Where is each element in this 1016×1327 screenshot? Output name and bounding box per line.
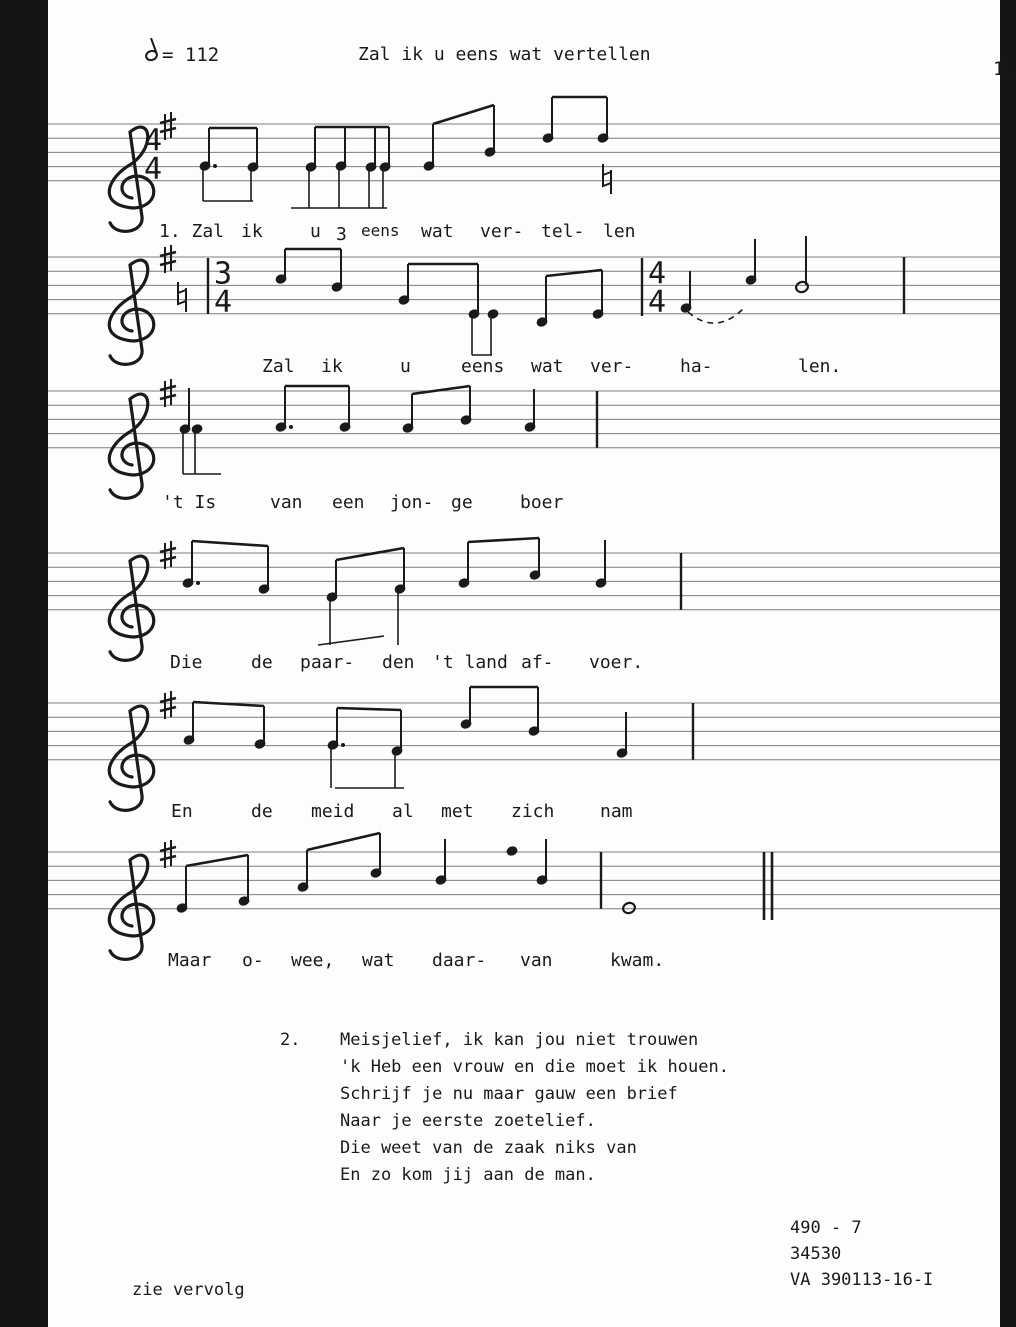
note-icon [459, 386, 472, 426]
tempo-marking: = 112 [145, 44, 219, 66]
lyric-syllable: En [171, 801, 193, 822]
note-icon [523, 389, 536, 433]
note-icon [615, 712, 628, 759]
lyric-syllable: van [520, 950, 553, 971]
staff [48, 257, 1000, 314]
catalog-code: VA 390113-16-I [790, 1270, 934, 1290]
lyric-syllable: kwam. [610, 950, 665, 971]
lyric-syllable: u [400, 356, 411, 377]
lyric-syllable: de [251, 652, 273, 673]
note-icon [198, 128, 217, 201]
lyric-syllable: een [332, 492, 365, 513]
beam [337, 708, 401, 710]
note-icon [467, 264, 480, 355]
note-icon [378, 127, 391, 208]
note-icon [486, 308, 499, 355]
sharp-icon [160, 840, 176, 868]
time-signature-top: 3 [214, 256, 233, 292]
note-head [486, 308, 499, 320]
note-dot [341, 743, 345, 747]
beam [192, 541, 268, 546]
time-signature [144, 123, 162, 186]
page-number: 1. [993, 58, 1016, 80]
note-icon [622, 901, 637, 915]
catalog-code: 34530 [790, 1244, 842, 1264]
treble-clef-icon [109, 260, 154, 364]
staff [48, 852, 1000, 909]
note-dot [196, 581, 200, 585]
note-icon [274, 386, 293, 433]
triplet-mark: 3 [336, 224, 347, 245]
note-icon [181, 541, 200, 589]
lyric-syllable: voer. [589, 652, 644, 673]
lyric-syllable: ver- [590, 356, 634, 377]
note-icon [535, 839, 548, 886]
time-signature-bottom: 4 [648, 284, 667, 320]
natural-icon [603, 164, 611, 194]
verse-line: En zo kom jij aan de man. [340, 1165, 596, 1185]
time-signature-bottom: 4 [144, 151, 163, 187]
beam [412, 386, 470, 394]
time-signature [648, 256, 666, 319]
note-icon [369, 833, 382, 879]
lyric-syllable: wat [531, 356, 564, 377]
lyric-syllable: len [603, 221, 636, 242]
note-icon [246, 128, 259, 201]
sharp-icon [160, 245, 176, 273]
lyric-syllable: 't Is [162, 492, 217, 513]
note-icon [505, 845, 518, 857]
note-icon [483, 105, 496, 158]
lyric-syllable: Zal [262, 356, 295, 377]
note-icon [527, 687, 540, 737]
natural-icon [178, 282, 186, 312]
note-head [505, 845, 518, 857]
beam [433, 105, 494, 124]
note-icon [253, 706, 266, 750]
time-signature-top: 4 [648, 256, 667, 292]
note-icon [190, 423, 203, 474]
note-icon [679, 271, 692, 314]
beam [468, 538, 539, 542]
lyric-syllable: ha- [680, 356, 713, 377]
note-icon [591, 270, 604, 320]
time-signature [214, 256, 232, 319]
note-icon [334, 127, 347, 208]
note-icon [422, 124, 435, 172]
sharp-icon [160, 691, 176, 719]
note-icon [459, 687, 472, 730]
note-icon [528, 538, 541, 581]
note-icon [237, 855, 250, 907]
treble-clef-icon [109, 556, 154, 660]
note-icon [393, 548, 406, 645]
lyric-syllable: de [251, 801, 273, 822]
note-icon [182, 702, 195, 746]
lyric-syllable: boer [520, 492, 564, 513]
note-icon [541, 97, 554, 144]
lyric-syllable: van [270, 492, 303, 513]
note-icon [390, 710, 403, 788]
note-icon [594, 540, 607, 589]
lyric-syllable: daar- [432, 950, 487, 971]
lyric-syllable: den [382, 652, 415, 673]
verse-line: Schrijf je nu maar gauw een brief [340, 1084, 678, 1104]
lyric-syllable: met [441, 801, 474, 822]
note-icon [596, 97, 609, 144]
staff [48, 391, 1000, 448]
continuation-note: zie vervolg [132, 1280, 245, 1300]
note-icon [338, 386, 351, 433]
lyric-syllable: eens [461, 356, 505, 377]
lyric-syllable: len. [798, 356, 842, 377]
note-icon [304, 127, 317, 208]
note-icon [175, 866, 188, 914]
lyric-syllable: wee, [291, 950, 335, 971]
lyric-syllable: tel- [541, 221, 585, 242]
lyric-syllable: nam [600, 801, 633, 822]
lyric-syllable: 't land [432, 652, 508, 673]
lyric-syllable: o- [242, 950, 264, 971]
note-icon [274, 249, 287, 285]
note-icon [296, 850, 309, 893]
verse-number: 2. [280, 1030, 301, 1050]
lyric-syllable: wat [421, 221, 454, 242]
beam [307, 833, 380, 850]
lyric-syllable: ge [451, 492, 473, 513]
treble-clef-icon [109, 706, 154, 810]
time-signature-top: 4 [144, 123, 163, 159]
verse-line: 'k Heb een vrouw en die moet ik houen. [340, 1057, 729, 1077]
note-icon [325, 560, 338, 645]
lyric-syllable: Maar [168, 950, 212, 971]
staff [48, 124, 1000, 181]
beam [336, 548, 404, 560]
note-icon [744, 239, 757, 286]
note-icon [364, 127, 377, 208]
sharp-icon [160, 379, 176, 407]
sharp-icon [160, 541, 176, 569]
lyric-syllable: Die [170, 652, 203, 673]
lyric-syllable: jon- [390, 492, 434, 513]
lyric-syllable: ver- [480, 221, 524, 242]
lyric-syllable: wat [362, 950, 395, 971]
staff [48, 703, 1000, 760]
sharp-icon [160, 112, 176, 140]
beam [186, 855, 248, 866]
lyric-syllable: zich [511, 801, 555, 822]
note-icon [178, 388, 191, 474]
note-icon [434, 839, 447, 886]
lyric-syllable: meid [311, 801, 355, 822]
verse-line: Meisjelief, ik kan jou niet trouwen [340, 1030, 699, 1050]
lyric-syllable: 1. Zal [159, 221, 225, 242]
note-dot [213, 164, 217, 168]
treble-clef-icon [109, 855, 154, 959]
verse-line: Naar je eerste zoetelief. [340, 1111, 596, 1131]
music-sheet [48, 0, 1016, 1327]
note-icon [401, 394, 414, 434]
note-icon [457, 542, 470, 589]
song-title: Zal ik u eens wat vertellen [358, 44, 651, 65]
tie [688, 308, 744, 323]
lyric-syllable: ik [241, 221, 263, 242]
lyric-syllable: ik [321, 356, 343, 377]
note-head [795, 280, 810, 294]
lyric-syllable: u [310, 221, 321, 242]
beam [318, 636, 384, 645]
note-icon [326, 708, 345, 788]
note-dot [289, 425, 293, 429]
lyric-syllable: af- [521, 652, 554, 673]
catalog-code: 490 - 7 [790, 1218, 862, 1238]
lyric-syllable: eens [361, 221, 400, 240]
time-signature-bottom: 4 [214, 284, 233, 320]
verse-line: Die weet van de zaak niks van [340, 1138, 637, 1158]
treble-clef-icon [109, 394, 154, 498]
note-icon [535, 276, 548, 328]
lyric-syllable: paar- [300, 652, 355, 673]
lyric-syllable: al [392, 801, 414, 822]
note-head [622, 901, 637, 915]
